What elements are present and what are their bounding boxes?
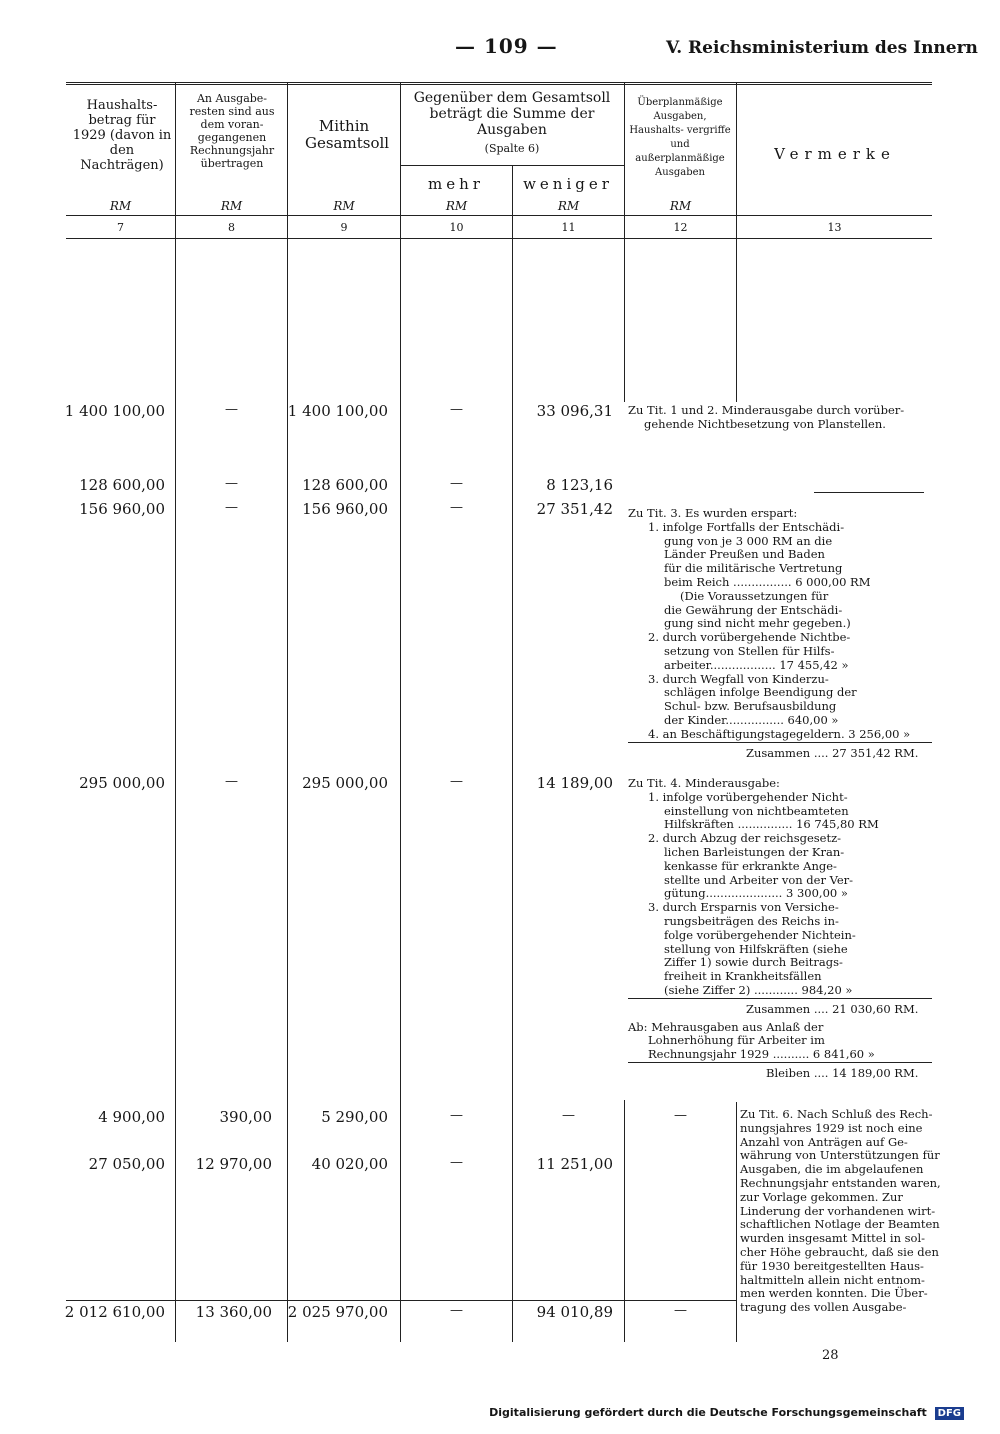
note-line: men werden konnten. Die Über- xyxy=(740,1286,928,1301)
note-tit-3 xyxy=(628,507,933,760)
note-line: (siehe Ziffer 2) ............ 984,20 » xyxy=(628,984,932,999)
col9-number: 9 xyxy=(340,221,348,234)
row1-col10: — xyxy=(450,402,463,417)
col11-unit: RM xyxy=(557,199,580,213)
col-line-6b xyxy=(736,1102,737,1342)
col7-unit: RM xyxy=(109,199,132,213)
note-line: stellte und Arbeiter von der Ver- xyxy=(664,872,854,887)
note-line: für die militärische Vertretung xyxy=(664,561,843,576)
note-line: schlägen infolge Beendigung der xyxy=(664,685,857,700)
row5-col9: 5 290,00 xyxy=(321,1108,388,1126)
col-line-6 xyxy=(736,82,737,402)
row2-col8: — xyxy=(225,476,238,491)
note-line: haltmitteln allein nicht entnom- xyxy=(740,1272,925,1287)
note-rule xyxy=(814,492,924,493)
note-line: Zusammen .... 21 030,60 RM. xyxy=(746,1001,919,1016)
row1-col11: 33 096,31 xyxy=(536,402,613,420)
note-line: 2. durch vorübergehende Nichtbe- xyxy=(648,630,851,645)
page-number-header: — 109 — xyxy=(455,34,558,58)
row2-col10: — xyxy=(450,476,463,491)
note-line: lichen Barleistungen der Kran- xyxy=(664,844,845,859)
col-line-3 xyxy=(400,82,401,1342)
note-line: 2. durch Abzug der reichsgesetz- xyxy=(648,831,842,846)
note-line: Ab: Mehrausgaben aus Anlaß der xyxy=(628,1019,824,1034)
note-line: Zu Tit. 4. Minderausgabe: xyxy=(628,776,780,790)
note-line: Anzahl von Anträgen auf Ge- xyxy=(740,1134,908,1149)
note-line: Länder Preußen und Baden xyxy=(664,547,825,562)
note-line: für 1930 bereitgestellten Haus- xyxy=(740,1258,924,1273)
col-line-1 xyxy=(175,82,176,1342)
col13-number: 13 xyxy=(827,221,842,234)
note-line: cher Höhe gebraucht, daß sie den xyxy=(740,1244,939,1259)
note-line: schaftlichen Notlage der Beamten xyxy=(740,1217,940,1232)
page-title: V. Reichsministerium des Innern xyxy=(666,38,978,58)
note-line: Ausgaben, die im abgelaufenen xyxy=(740,1162,924,1177)
row6-col7: 27 050,00 xyxy=(88,1155,165,1173)
note-line: Hilfskräften ............... 16 745,80 RM xyxy=(664,817,879,832)
note-line: Zu Tit. 3. Es wurden erspart: xyxy=(628,506,798,520)
row3-col8: — xyxy=(225,500,238,515)
row1-col9: 1 400 100,00 xyxy=(287,402,388,420)
col13-head: Vermerke xyxy=(774,145,896,163)
note-line: rungsbeiträgen des Reichs in- xyxy=(664,913,839,928)
col12-number: 12 xyxy=(673,221,688,234)
note-tit-6 xyxy=(740,1107,941,1315)
row3-col11: 27 351,42 xyxy=(536,500,613,518)
note-line: Ziffer 1) sowie durch Beitrags- xyxy=(664,955,843,970)
row1-col8: — xyxy=(225,402,238,417)
note-line: Zu Tit. 1 und 2. Minderausgabe durch vorüber- xyxy=(628,403,905,417)
note-tit-1-2 xyxy=(628,404,933,432)
unit-row-rule xyxy=(66,215,932,216)
note-line: tragung des vollen Ausgabe- xyxy=(740,1300,907,1315)
col10-unit: RM xyxy=(445,199,468,213)
total-col12: — xyxy=(674,1303,687,1318)
note-line: 1. infolge Fortfalls der Entschädi- xyxy=(648,519,845,534)
note-line: 4. an Beschäftigungstagegeldern. 3 256,00 » xyxy=(628,728,932,743)
row5-col8: 390,00 xyxy=(219,1108,272,1126)
col11-head: weniger xyxy=(523,175,613,193)
note-line: Rechnungsjahr 1929 .......... 6 841,60 » xyxy=(628,1048,932,1063)
total-col10: — xyxy=(450,1303,463,1318)
row5-col12: — xyxy=(674,1108,687,1123)
note-line: Rechnungsjahr entstanden waren, xyxy=(740,1175,941,1190)
col12-unit: RM xyxy=(669,199,692,213)
row2-col7: 128 600,00 xyxy=(79,476,165,494)
note-line: Zu Tit. 6. Nach Schluß des Rech- xyxy=(740,1107,933,1121)
note-line: nungsjahres 1929 ist noch eine xyxy=(740,1120,923,1135)
group-head: Gegenüber dem Gesamtsoll beträgt die Summe der Ausgaben xyxy=(413,90,611,138)
total-col11: 94 010,89 xyxy=(536,1303,613,1321)
row6-col8: 12 970,00 xyxy=(195,1155,272,1173)
note-line: kenkasse für erkrankte Ange- xyxy=(664,858,837,873)
row3-col7: 156 960,00 xyxy=(79,500,165,518)
col12-head: Überplanmäßige Ausgaben, Haushalts- vergriffe und außerplanmäßige Ausgaben xyxy=(629,97,731,178)
note-line: arbeiter.................. 17 455,42 » xyxy=(664,657,849,672)
row6-col10: — xyxy=(450,1155,463,1170)
col9-unit: RM xyxy=(333,199,355,213)
row6-col11: 11 251,00 xyxy=(536,1155,613,1173)
note-line: Linderung der vorhandenen wirt- xyxy=(740,1203,936,1218)
note-line: die Gewährung der Entschädi- xyxy=(664,602,843,617)
col-line-4 xyxy=(512,165,513,1342)
page-number-footer: 28 xyxy=(822,1348,839,1363)
col8-unit: RM xyxy=(220,199,243,213)
row3-col9: 156 960,00 xyxy=(302,500,388,518)
note-line: gehende Nichtbesetzung von Planstellen. xyxy=(644,416,886,431)
row2-col9: 128 600,00 xyxy=(302,476,388,494)
note-line: beim Reich ................ 6 000,00 RM xyxy=(664,574,871,589)
row4-col8: — xyxy=(225,774,238,789)
note-line: der Kinder................ 640,00 » xyxy=(664,712,839,727)
note-line: 3. durch Wegfall von Kinderzu- xyxy=(648,671,829,686)
col7-head: Haushalts- betrag für 1929 (davon in den Nachträgen) xyxy=(72,98,172,173)
row3-col10: — xyxy=(450,500,463,515)
note-line: gung sind nicht mehr gegeben.) xyxy=(664,616,851,631)
note-line: Bleiben .... 14 189,00 RM. xyxy=(766,1065,919,1080)
digitization-footer xyxy=(489,1406,964,1420)
col-line-2 xyxy=(287,82,288,1342)
col11-number: 11 xyxy=(561,221,576,234)
note-line: folge vorübergehender Nichtein- xyxy=(664,927,856,942)
col8-head: An Ausgabe- resten sind aus dem voran- gegangenen Rechnungsjahr übertragen xyxy=(189,92,275,170)
row4-col10: — xyxy=(450,774,463,789)
col10-number: 10 xyxy=(449,221,464,234)
note-line: Lohnerhöhung für Arbeiter im xyxy=(648,1033,825,1048)
row4-col7: 295 000,00 xyxy=(79,774,165,792)
note-line: währung von Unterstützungen für xyxy=(740,1148,940,1163)
col9-head: Mithin Gesamtsoll xyxy=(305,117,390,152)
row2-col11: 8 123,16 xyxy=(546,476,613,494)
note-tit-4 xyxy=(628,777,933,1081)
row4-col9: 295 000,00 xyxy=(302,774,388,792)
total-col9: 2 025 970,00 xyxy=(287,1303,388,1321)
note-line: Schul- bzw. Berufsausbildung xyxy=(664,699,837,714)
note-line: 3. durch Ersparnis von Versiche- xyxy=(648,900,839,915)
note-line: 1. infolge vorübergehender Nicht- xyxy=(648,789,848,804)
footer-text: Digitalisierung gefördert durch die Deutsche Forschungsgemeinschaft xyxy=(489,1406,927,1419)
col8-number: 8 xyxy=(228,221,235,234)
col10-head: mehr xyxy=(428,175,484,193)
group-subhead: (Spalte 6) xyxy=(484,142,540,155)
note-line: (Die Voraussetzungen für xyxy=(680,588,829,603)
note-line: stellung von Hilfskräften (siehe xyxy=(664,941,848,956)
header-bottom-rule xyxy=(66,238,932,239)
row5-col7: 4 900,00 xyxy=(98,1108,165,1126)
row4-col11: 14 189,00 xyxy=(536,774,613,792)
note-line: setzung von Stellen für Hilfs- xyxy=(664,643,835,658)
totals-rule xyxy=(66,1300,736,1301)
row5-col10: — xyxy=(450,1108,463,1123)
note-line: Zusammen .... 27 351,42 RM. xyxy=(746,745,919,760)
row5-col11: — xyxy=(562,1108,575,1123)
note-line: zur Vorlage gekommen. Zur xyxy=(740,1189,903,1204)
row6-col9: 40 020,00 xyxy=(311,1155,388,1173)
note-line: gütung..................... 3 300,00 » xyxy=(664,886,848,901)
note-line: einstellung von nichtbeamteten xyxy=(664,803,849,818)
total-col7: 2 012 610,00 xyxy=(64,1303,165,1321)
dfg-logo-icon: DFG xyxy=(935,1407,964,1420)
note-line: freiheit in Krankheitsfällen xyxy=(664,969,822,984)
row1-col7: 1 400 100,00 xyxy=(64,402,165,420)
col-line-5 xyxy=(624,82,625,402)
note-line: gung von je 3 000 RM an die xyxy=(664,533,833,548)
col7-number: 7 xyxy=(117,221,124,234)
table-top-rule xyxy=(66,82,932,85)
total-col8: 13 360,00 xyxy=(195,1303,272,1321)
note-line: wurden insgesamt Mittel in sol- xyxy=(740,1231,926,1246)
